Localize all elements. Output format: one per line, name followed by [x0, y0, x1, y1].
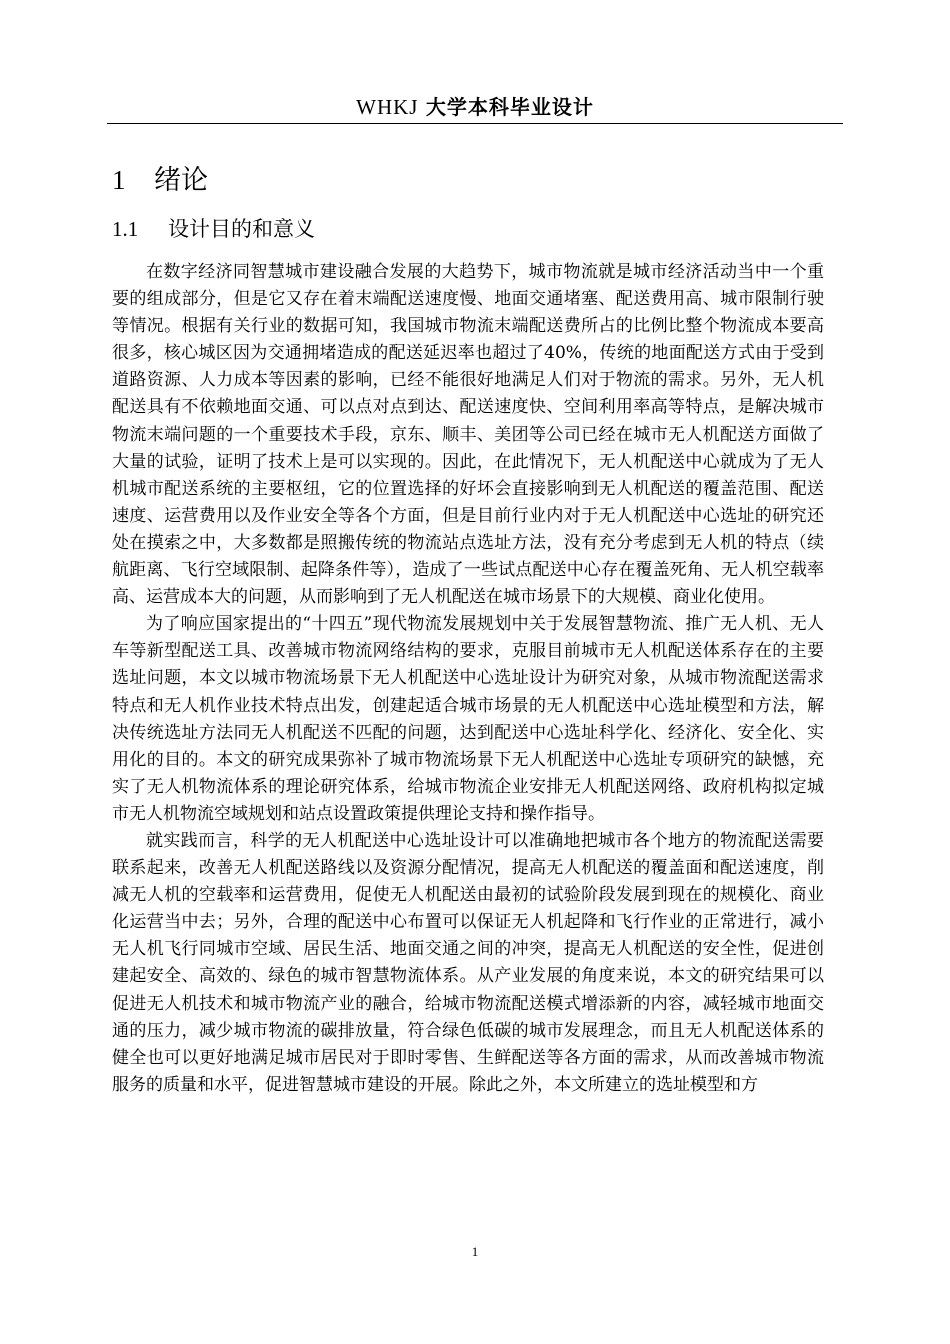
- paragraph: 就实践而言，科学的无人机配送中心选址设计可以准确地把城市各个地方的物流配送需要联系起来，改善无人机配送路线以及资源分配情况，提高无人机配送的覆盖面和配送速度，削减无人机的空载率和运营费用，促使无人机配送由最初的试验阶段发展到现在的规模化、商业化运营当中去；另外，合理的配送中心布置可以保证无人机起降和飞行作业的正常进行，减小无人机飞行同城市空域、居民生活、地面交通之间的冲突，提高无人机配送的安全性，促进创建起安全、高效的、绿色的城市智慧物流体系。从产业发展的角度来说，本文的研究结果可以促进无人机技术和城市物流产业的融合，给城市物流配送模式增添新的内容，减轻城市地面交通的压力，减少城市物流的碳排放量，符合绿色低碳的城市发展理念，而且无人机配送体系的健全也可以更好地满足城市居民对于即时零售、生鲜配送等各方面的需求，从而改善城市物流服务的质量和水平，促进智慧城市建设的开展。除此之外，本文所建立的选址模型和方: [112, 830, 824, 1095]
- body-text: [112, 259, 824, 1099]
- header-title: 大学本科毕业设计: [425, 95, 594, 119]
- section-number: 1.1: [112, 217, 139, 241]
- paragraph: 在数字经济同智慧城市建设融合发展的大趋势下，城市物流就是城市经济活动当中一个重要的组成部分，但是它又存在着末端配送速度慢、地面交通堵塞、配送费用高、城市限制行驶等情况。根据有关行业的数据可知，我国城市物流末端配送费所占的比例比整个物流成本要高很多，核心城区因为交通拥堵造成的配送延迟率也超过了40%，传统的地面配送方式由于受到道路资源、人力成本等因素的影响，已经不能很好地满足人们对于物流的需求。另外，无人机配送具有不依赖地面交通、可以点对点到达、配送速度快、空间利用率高等特点，是解决城市物流末端问题的一个重要技术手段，京东、顺丰、美团等公司已经在城市无人机配送方面做了大量的试验，证明了技术上是可以实现的。因此，在此情况下，无人机配送中心就成为了无人机城市配送系统的主要枢纽，它的位置选择的好坏会直接影响到无人机配送的覆盖范围、配送速度、运营费用以及作业安全等各个方面，但是目前行业内对于无人机配送中心选址的研究还处在摸索之中，大多数都是照搬传统的物流站点选址方法，没有充分考虑到无人机的特点（续航距离、飞行空域限制、起降条件等），造成了一些试点配送中心存在覆盖死角、无人机空载率高、运营成本大的问题，从而影响到了无人机配送在城市场景下的大规模、商业化使用。: [112, 262, 824, 608]
- chapter-number: 1: [112, 165, 126, 195]
- chapter-heading: [112, 162, 208, 199]
- section-title: 设计目的和意义: [168, 217, 315, 241]
- section-heading: [112, 214, 315, 244]
- page-number: 1: [471, 1244, 479, 1259]
- paragraph: 为了响应国家提出的“十四五”现代物流发展规划中关于发展智慧物流、推广无人机、无人车等新型配送工具、改善城市物流网络结构的要求，克服目前城市无人机配送体系存在的主要选址问题，本文以城市物流场景下无人机配送中心选址设计为研究对象，从城市物流配送需求特点和无人机作业技术特点出发，创建起适合城市场景的无人机配送中心选址模型和方法，解决传统选址方法同无人机配送不匹配的问题，达到配送中心选址科学化、经济化、安全化、实用化的目的。本文的研究成果弥补了城市物流场景下无人机配送中心选址专项研究的缺憾，充实了无人机物流体系的理论研究体系，给城市物流企业安排无人机配送网络、政府机构拟定城市无人机物流空域规划和站点设置政策提供理论支持和操作指导。: [112, 614, 824, 824]
- header-code: WHKJ: [356, 95, 419, 119]
- running-header: [107, 94, 843, 120]
- header-divider: [107, 123, 843, 124]
- chapter-title: 绪论: [154, 165, 208, 196]
